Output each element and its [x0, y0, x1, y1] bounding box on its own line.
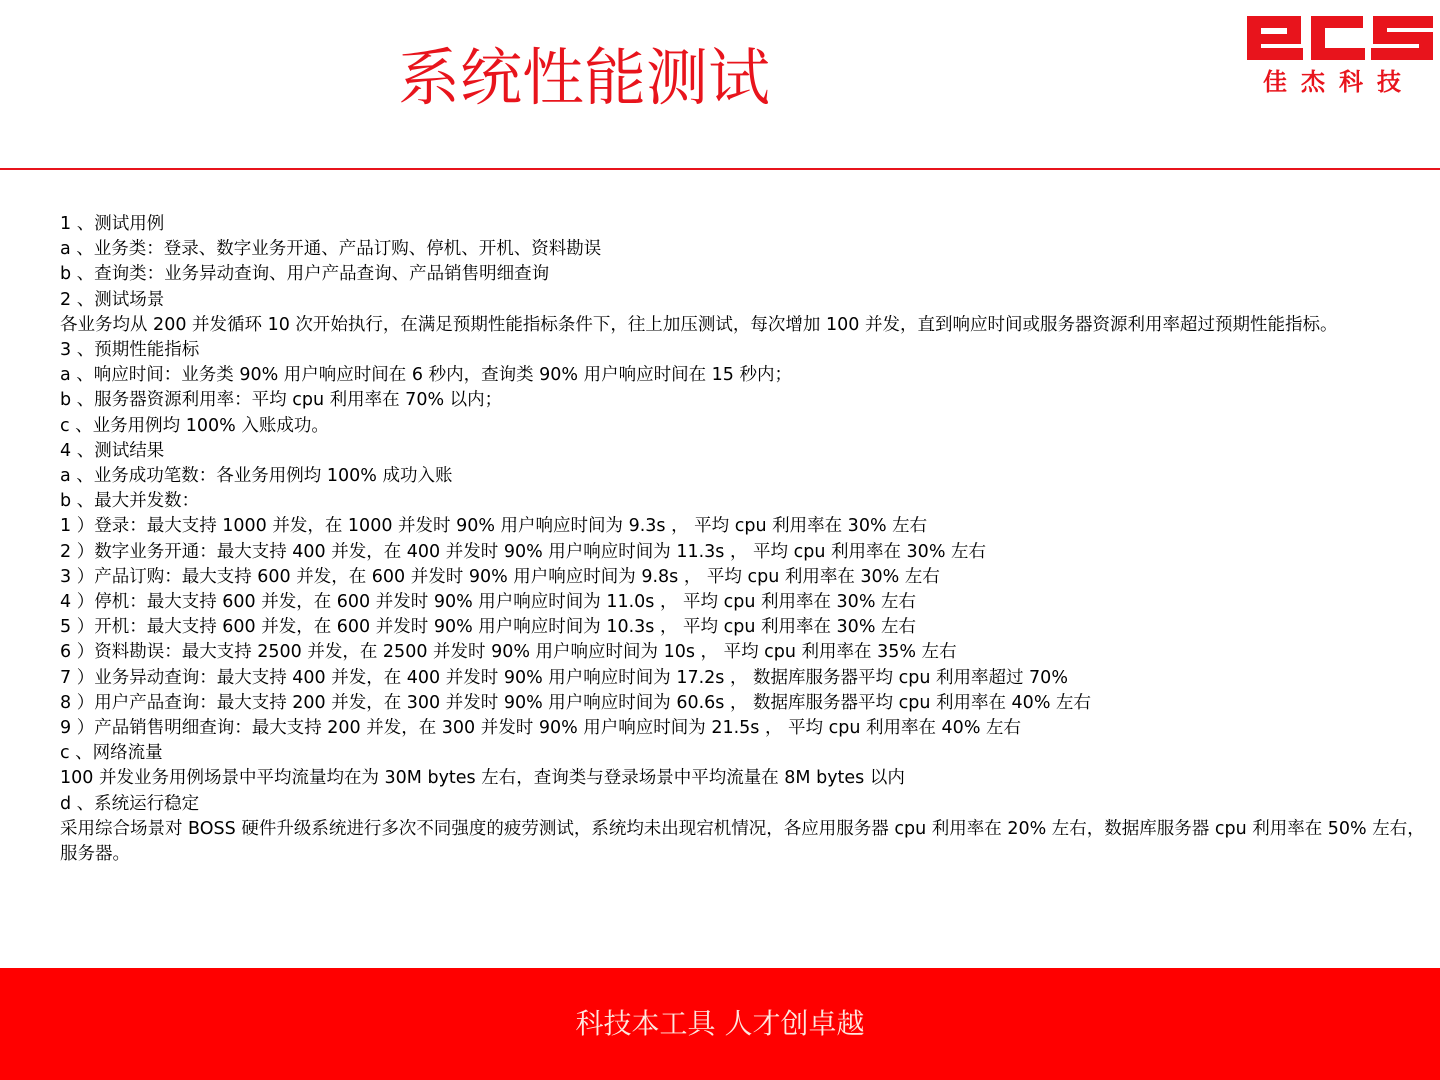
logo-letter-c: [1311, 16, 1365, 60]
body-line: a 、业务类：登录、数字业务开通、产品订购、停机、开机、资料勘误: [60, 239, 602, 260]
body-line: 1 、测试用例: [60, 214, 165, 234]
body-line: 4 ）停机：最大支持 600 并发，在 600 并发时 90% 用户响应时间为 11.0s ， 平均 cpu 利用率在 30% 左右: [60, 592, 917, 613]
logo-tagline-text: 佳杰科技: [1263, 68, 1415, 94]
body-line: a 、响应时间：业务类 90% 用户响应时间在 6 秒内，查询类 90% 用户响应时间在 15 秒内；: [60, 365, 792, 386]
body-line: 4 、测试结果: [60, 440, 165, 461]
header-divider: [0, 168, 1440, 170]
slide-body: [60, 212, 1425, 867]
body-line: 2 ）数字业务开通：最大支持 400 并发，在 400 并发时 90% 用户响应时间为 11.3s ， 平均 cpu 利用率在 30% 左右: [60, 541, 987, 562]
body-line: 3 ）产品订购：最大支持 600 并发，在 600 并发时 90% 用户响应时间为 9.8s ， 平均 cpu 利用率在 30% 左右: [60, 566, 940, 587]
body-line: b 、最大并发数：: [60, 491, 200, 512]
logo-letter-s: [1371, 16, 1433, 60]
body-line: c 、业务用例均 100% 入账成功。: [60, 415, 329, 436]
body-line: a 、业务成功笔数：各业务用例均 100% 成功入账: [60, 466, 453, 487]
body-line: b 、服务器资源利用率：平均 cpu 利用率在 70% 以内；: [60, 390, 503, 411]
body-line: b 、查询类：业务异动查询、用户产品查询、产品销售明细查询: [60, 264, 550, 285]
footer-slogan: 科技本工具 人才创卓越: [575, 1007, 865, 1040]
body-line: 采用综合场景对 BOSS 硬件升级系统进行多次不同强度的疲劳测试，系统均未出现宕机情况，各应用服务器 cpu 利用率在 20% 左右，数据库服务器 cpu 利用率在 50% 左右，服务器。: [60, 818, 1425, 865]
ecs-logo: [1243, 10, 1435, 94]
body-line: 7 ）业务异动查询：最大支持 400 并发，在 400 并发时 90% 用户响应时间为 17.2s ， 数据库服务器平均 cpu 利用率超过 70%: [60, 667, 1068, 688]
body-line: 各业务均从 200 并发循环 10 次开始执行，在满足预期性能指标条件下，往上加压测试，每次增加 100 并发，直到响应时间或服务器资源利用率超过预期性能指标。: [60, 314, 1338, 335]
body-line: 5 ）开机：最大支持 600 并发，在 600 并发时 90% 用户响应时间为 10.3s ， 平均 cpu 利用率在 30% 左右: [60, 617, 917, 638]
logo-letter-e: [1247, 16, 1303, 60]
body-line: 100 并发业务用例场景中平均流量均在为 30M bytes 左右，查询类与登录场景中平均流量在 8M bytes 以内: [60, 768, 905, 789]
body-line: 3 、预期性能指标: [60, 340, 200, 361]
body-line: 6 ）资料勘误：最大支持 2500 并发，在 2500 并发时 90% 用户响应时间为 10s ， 平均 cpu 利用率在 35% 左右: [60, 642, 957, 663]
body-line: 9 ）产品销售明细查询：最大支持 200 并发，在 300 并发时 90% 用户响应时间为 21.5s ， 平均 cpu 利用率在 40% 左右: [60, 718, 1022, 739]
body-line: c 、网络流量: [60, 743, 163, 764]
slide-title: 系统性能测试: [398, 41, 771, 114]
body-line: d 、系统运行稳定: [60, 793, 200, 814]
body-line: 2 、测试场景: [60, 289, 165, 310]
body-line: 1 ）登录：最大支持 1000 并发，在 1000 并发时 90% 用户响应时间为 9.3s ， 平均 cpu 利用率在 30% 左右: [60, 516, 928, 537]
body-line: 8 ）用户产品查询：最大支持 200 并发，在 300 并发时 90% 用户响应时间为 60.6s ， 数据库服务器平均 cpu 利用率在 40% 左右: [60, 692, 1092, 713]
